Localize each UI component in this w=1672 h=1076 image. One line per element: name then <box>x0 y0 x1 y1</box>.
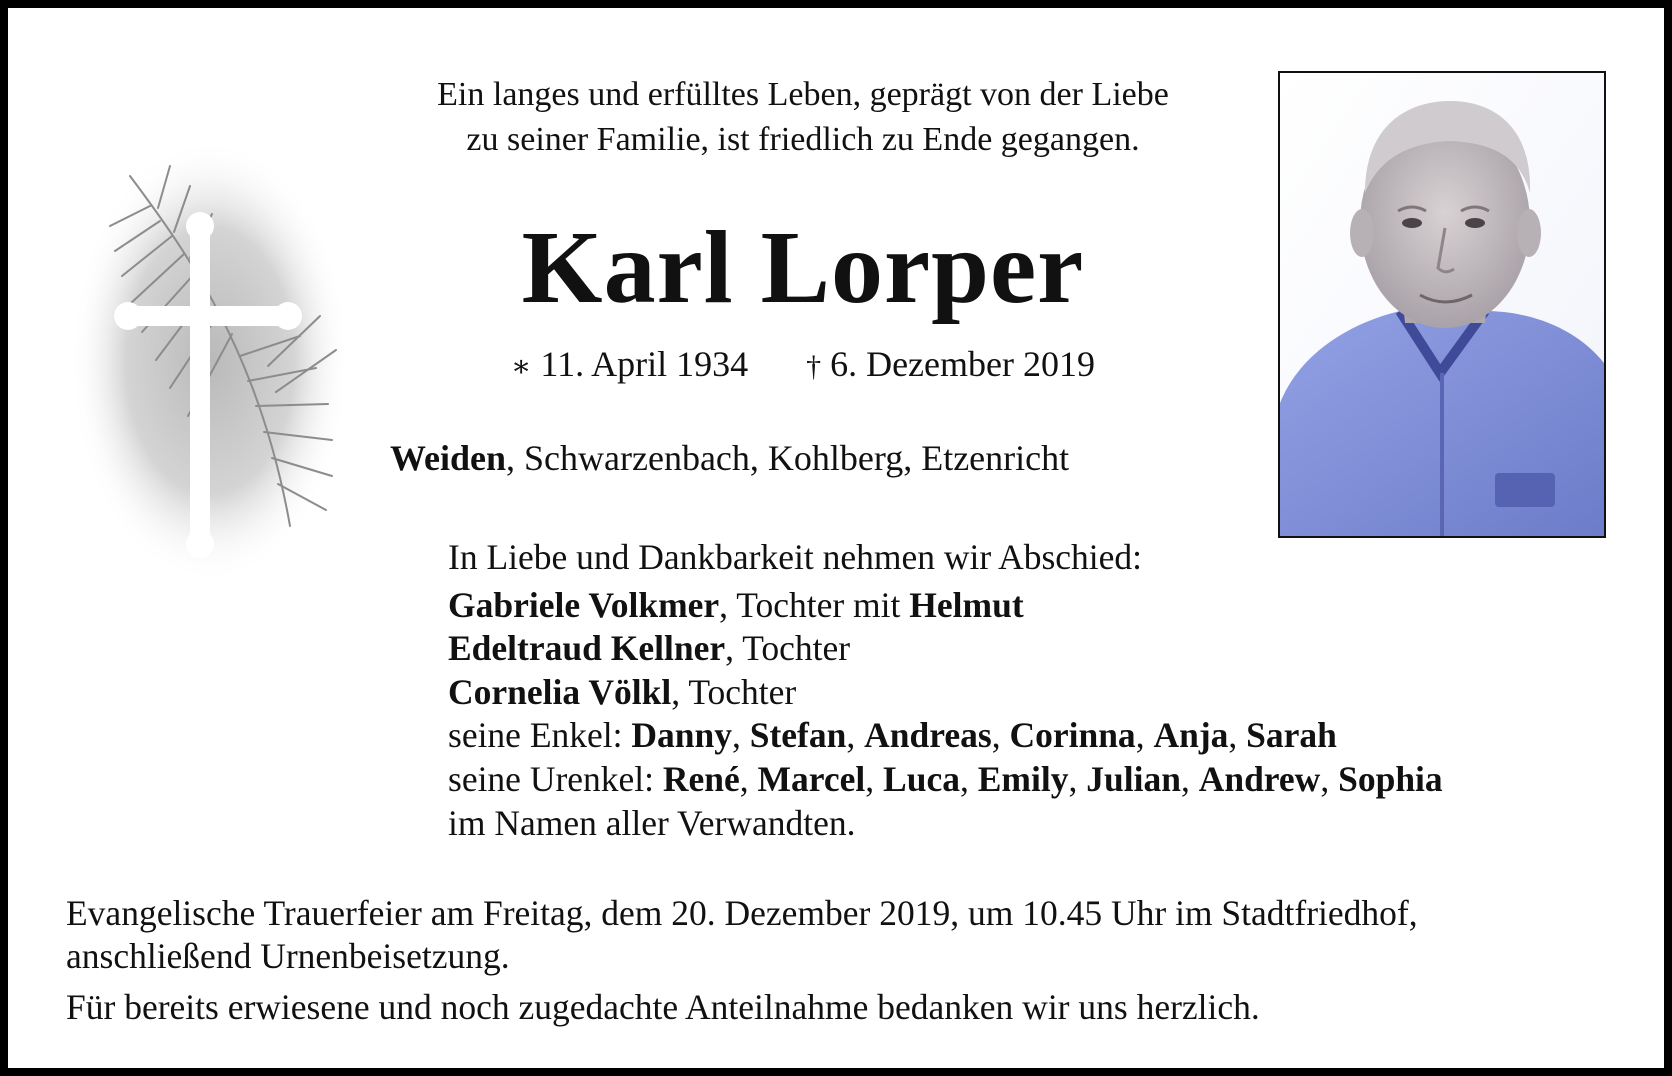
great-grandchild-name: René <box>662 758 740 799</box>
daughter-1-name: Gabriele Volkmer <box>448 584 720 625</box>
great-grandchildren-label: seine Urenkel: <box>448 758 663 799</box>
daughter-3-name: Cornelia Völkl <box>448 671 672 712</box>
ceremony-line-1: Evangelische Trauerfeier am Freitag, dem 20. Dezember 2019, um 10.45 Uhr im Stadtfriedhof, <box>66 893 1418 933</box>
portrait-photo <box>1278 71 1606 538</box>
mourner-line-daughter-3 <box>448 671 1443 715</box>
daughter-3-relation: , Tochter <box>671 671 797 712</box>
death-date: 6. Dezember 2019 <box>830 344 1095 384</box>
grandchild-name: Corinna <box>1009 715 1136 756</box>
motto-text <box>368 72 1238 162</box>
places-rest: , Schwarzenbach, Kohlberg, Etzenricht <box>506 438 1070 478</box>
relatives-line: im Namen aller Verwandten. <box>448 802 856 843</box>
death-cross-icon: † <box>806 350 822 383</box>
grandchild-name: Andreas <box>864 715 992 756</box>
mourners-block <box>448 536 1443 845</box>
great-grandchild-name: Emily <box>977 758 1069 799</box>
places-line <box>390 436 1069 480</box>
ceremony-line-2: anschließend Urnenbeisetzung. <box>66 936 510 976</box>
daughter-1-relation: , Tochter mit <box>719 584 910 625</box>
great-grandchild-name: Marcel <box>757 758 866 799</box>
grandchildren-label: seine Enkel: <box>448 715 632 756</box>
motto-line-2: zu seiner Familie, ist friedlich zu Ende gegangen. <box>466 121 1140 158</box>
great-grandchild-name: Sophia <box>1338 758 1443 799</box>
great-grandchild-name: Andrew <box>1198 758 1321 799</box>
grandchild-name: Stefan <box>749 715 847 756</box>
birth-star-icon: ∗ <box>511 350 532 383</box>
cross-with-palm-branch-icon <box>70 136 370 601</box>
life-dates <box>368 342 1238 389</box>
motto-line-1: Ein langes und erfülltes Leben, geprägt von der Liebe <box>437 76 1169 113</box>
grandchild-name: Sarah <box>1246 715 1337 756</box>
grandchildren-line: seine Enkel: Danny, Stefan, Andreas, Corinna, Anja, Sarah <box>448 715 1337 756</box>
great-grandchild-name: Luca <box>883 758 960 799</box>
mourner-line-daughter-2 <box>448 627 1443 671</box>
great-grandchildren-line: seine Urenkel: René, Marcel, Luca, Emily, Julian, Andrew, Sophia <box>448 758 1443 799</box>
great-grandchild-name: Julian <box>1086 758 1181 799</box>
mourner-line-daughter-1 <box>448 584 1443 628</box>
grandchild-name: Danny <box>631 715 732 756</box>
thanks-text: Für bereits erwiesene und noch zugedachte Anteilnahme bedanken wir uns herzlich. <box>66 987 1260 1027</box>
daughter-2-relation: , Tochter <box>725 628 851 669</box>
daughter-2-name: Edeltraud Kellner <box>448 628 726 669</box>
daughter-1-partner: Helmut <box>909 584 1024 625</box>
deceased-name: Karl Lorper <box>521 210 1085 325</box>
birth-date: 11. April 1934 <box>540 344 749 384</box>
grandchild-name: Anja <box>1153 715 1229 756</box>
ceremony-info <box>66 892 1418 1029</box>
mourners-intro: In Liebe und Dankbarkeit nehmen wir Abschied: <box>448 537 1143 577</box>
place-main: Weiden <box>390 438 507 478</box>
